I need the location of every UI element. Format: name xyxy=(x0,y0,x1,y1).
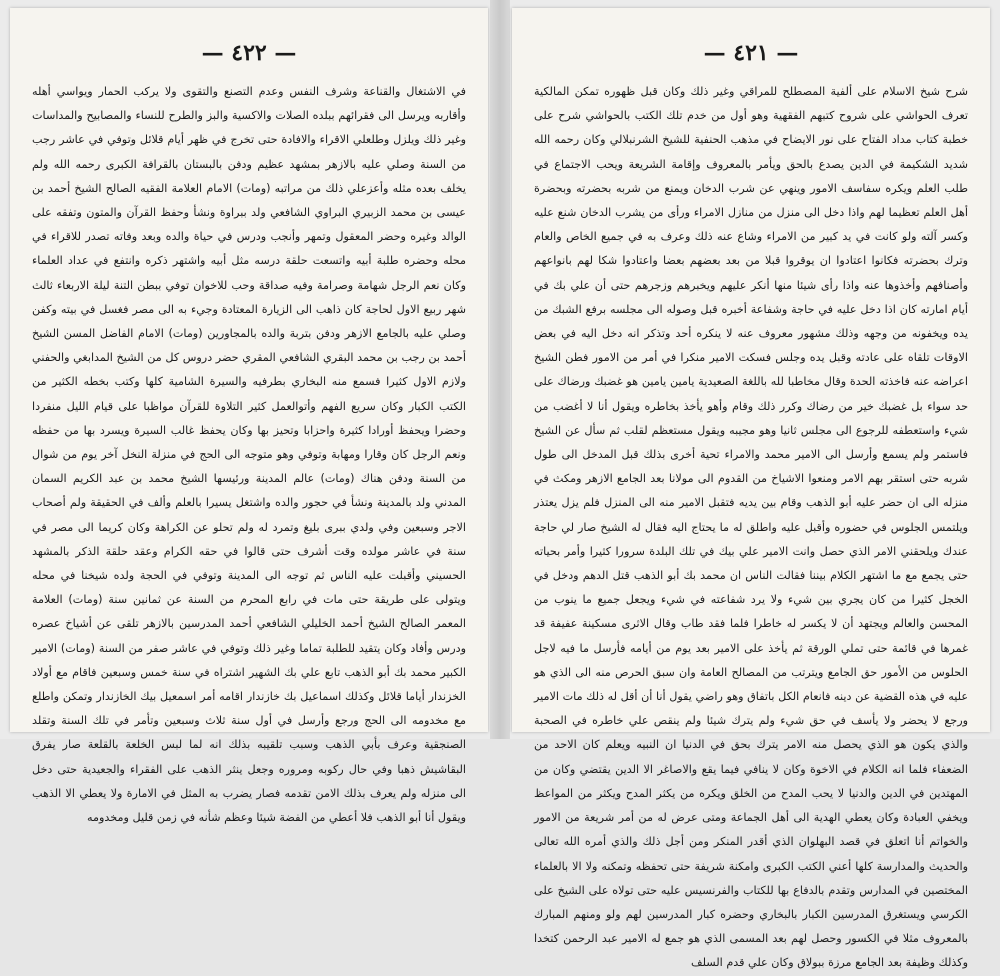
book-gutter xyxy=(490,0,510,739)
right-page-paragraph: شرح شيخ الاسلام على ألفية المصطلح للمراقي وغير ذلك وكان قبل ظهوره تمكن المالكية تعرف الحواشي على شروح كتبهم الفقهية وهو أول من خدم تلك الكتب بالحواشي شرح على خطبة كتاب مداد الفتاح على نور الايضاح في مذهب الحنفية للشيخ الشرنبلالي وكان رحمه الله شديد الشكيمة في الدين يصدع بالحق ويأمر بالمعروف وإقامة الشريعة ويحب الاجتماع في طلب العلم ويكره سفاسف الامور وينهي عن شرب الدخان ويمنع من شربه بحضرته وبحضرة أهل العلم تعظيما لهم واذا دخل الى منزل من منازل الامراء ورأى من يشرب الدخان شنع عليه وكسر آلته ولو كانت في يد كبير من الامراء وشاع عنه ذلك وعرف به في جميع الخاص والعام وترك بحضرته فكانوا اعتادوا ان يوقروا قبلا من بعد بعضهم بعضا واعتادوا شكا لهم بانواعهم وأصنافهم وأخذوها عنه واذا رأى شيئا منها أنكر عليهم ويخبرهم وزجرهم حتى أن علي بك في أيام امارته كان اذا دخل عليه في حاجة وشفاعة أخبره قبل وصوله الى مجلسه برفع الشبك من يده ويخفونه من وجهه وذلك مشهور معروف عنه لا ينكره أحد وتذكر انه دخل اليه في بعض الاوقات تلقاه على عادته وقبل يده وجلس فسكت الامير منكرا في أمر من الامور فطن الشيخ اعراضه عنه فاخذته الحدة وقال مخاطبا لله باللغة الصعيدية يامين يامين هو غضبك ورضاك على حد سواء بل غضبك خير من رضاك وكرر ذلك وقام وأهو يأخذ بخاطره ويقول أنا لا أغضب من شيء واستعطفه للرجوع الى مجلس ثانيا وهو مجيبه ويقول مستعظم لقلب ثم سأل عن الشيخ فاستمر ولم يسمع وأرسل الى الامير محمد والامراء تحية أخرى بذلك قبل المدخل الى طول شربه حتى استقر بهم الامر ومنعوا الاشياخ من القدوم الى مولانا بعد الجامع الازهر ومكث في منزله الى ان حضر عليه أبو الذهب وقام بين يديه فتقبل الامير منه الى المنزل فلم يزل يعتذر ويلتمس الجلوس في حضوره وأقبل عليه واطلق له ما يحتاج اليه فقال له الشيخ صار لي حاجة عندك ويلحقني الامر الذي حصل وانت الامير علي بيك في تلك البلدة سرورا كثيرا وأمر بحياته حتى يجمع مع ما اشتهر الكلام بيننا فقالت الناس ان محمد بك أبو الذهب قتل الدهم ودخل في الخجل كثيرا من كان يجري بين شيء ولا يرد شفاعته في شيء ويجعل جميع ما ينوب من المحسن والعالم ويجتهد أن لا يكسر له خاطرا فلما فقد طاب وقال الاثرى مسكينة عفيفة قد غمرها في قائمة حتى تملي الورقة ثم يأخذ على الامير بعد يوم من أيامه فأرسل ما فيه لاجل الحلوس من الأمور حق الجامع ويترتب من المصالح العامة وان سبق الحرص منه الى الذي هو عليه في هذه القضية عن دينه فانعام الكل باتفاق وهو راضي يقول أنا أن أقل له ذلك مات الامير ورجع لا يحضر ولا يأسف في حق شيء ولم يترك شيئا ولم ينقص علي خاطره في الصحبة والذي يكون هو الذي يحصل منه الامر يترك بحق في الدنيا ان النبيه ويعلم كان الاحد من الضعفاء فلما انه الكلام في الاخوة وكان لا ينافي فيما يقع والاصاغر الا الدين يقتضي وكان من المهتدين في الدين والدنيا لا يحب المدح من الخلق ويكره من يكثر المدح ويكثر من المواعظ ويخفي العبادة وكان يعطي الهدية الى أهل الجماعة ومتى عرض له من أمر شريعة من الامور والخواتم أنا اتعلق في قصد البهلوان الذي أقدر المنكر ومن أجل ذلك والذي أمره الله تعالى والحديث والمدارسة كلها أعني الكتب الكبرى وامكنة شريفة حتى تحفظه وتمكنه ولا الا بالعلماء المختصين في المدارس وتقدم بالدفاع بها للكتاب والفرنسيس عليه حتى تولاه على الشيخ على الكرسي ويستغرق المدرسين الكبار بالبخاري وحضره كبار المدرسين لهم ولو ومنهم المبارك بالمعروف مثلا في الكسور وحصل لهم بعد المسمى الذي هو جمع له الامير عبد الرحمن كتخدا وكذلك وظيفة بعد الجامع مرزة ببولاق وكان علي قدم السلف xyxy=(534,85,968,970)
right-page-text xyxy=(534,80,968,970)
left-page xyxy=(10,8,488,825)
right-page xyxy=(512,8,990,970)
left-page-text xyxy=(32,80,466,825)
page-number-left: — ٤٢٢ — xyxy=(201,40,297,66)
page-number-right: — ٤٢١ — xyxy=(703,40,799,66)
left-page-paragraph: في الاشتغال والقناعة وشرف النفس وعدم التصنع والتقوى ولا يركب الحمار ويواسي أهله وأقاربه ويرسل الى فقرائهم ببلده الصلات والاكسية والبز والطرح للنساء والمصابيح والمداسات وغير ذلك ويلزل وطلعلي الاقراء والافادة حتى تخرج في ظهر أيام قلائل وتوفي في عاشر رجب من السنة وصلي عليه بالازهر بمشهد عظيم ودفن بالبستان بالقرافة الكبرى رحمه الله ولم يخلف بعده مثله وأعزعلي ذلك من مراتبه (ومات) الامام العلامة الفقيه الصالح الشيخ أحمد بن عيسى بن محمد الزبيري البراوي الشافعي ولد ببراوة ونشأ وحفظ القرآن والمتون وتفقه على الوالد وغيره وحضر المعقول وتمهر وأنجب ودرس في حياة والده وبعد وفاته تصدر للاقراء في محله وحضره طلبة أبيه واتسعت حلقة درسه مثل أبيه واشتهر ذكره وانتفع في عداد العلماء وكان نعم الرجل شهامة وصرامة وفيه صداقة وحب للاخوان توفي ببطن التنة ليلة الاربعاء ثالث شهر ربيع الاول لحاجة كان ذاهب الى الزيارة المعتادة وجيء به الى مصر فغسل في بيته وكفن وصلي عليه بالجامع الازهر ودفن بتربة والده بالمجاورين (ومات) الامام الفاضل المسن الشيخ أحمد بن رجب بن محمد البقري الشافعي المقري حضر دروس كل من الشيخ المدابغي والحفني ولازم الاول كثيرا فسمع منه البخاري بطرفيه والسيرة الشامية كلها وكتب بخطه الكثير من الكتب الكبار وكان سريع الفهم وأتوالعمل كثير التلاوة للقرآن مواظبا على قيام الليل منفردا وحضرا ويحفظ أورادا كثيرة واحزابا وتحيز بها وكان يحفظ غالب السيرة ويسرد بها من حفظه ونعم الرجل كان وقارا ومهابة وتوفي وهو متوجه الى الحج في منزلة النخل آخر يوم من شوال من السنة ودفن هناك (ومات) عالم المدينة ورئيسها الشيخ محمد بن عبد الكريم السمان المدني ولد بالمدينة ونشأ في حجور والده واشتغل يسيرا بالعلم وألف في الحقيقة ولم أصحاب الاجر وسبعين وفي ولدي ببرى بليغ وتمرد له ولم تحلو عن الكراهة وكان كريما الى مصر في سنة في عاشر مولده وقت أشرف حتى قالوا في حقه الكرام وعقد حلقة الذكر بالمشهد الحسيني وأقبلت عليه الناس ثم توجه الى المدينة وتوفي في الحجة ولده شيخنا في محله ويتولى على طريقة حتى مات في رابع المحرم من السنة عن ثمانين سنة (ومات) العلامة المعمر الصالح الشيخ أحمد الخليلي الشافعي أحمد المدرسين بالازهر تلقى عن أشياخ عصره ودرس وأفاد وكان يتقيد للطلبة تماما وغير ذلك وتوفي في عاشر صفر من السنة (ومات) الامير الكبير محمد بك أبو الذهب تابع علي بك الشهير اشتراه في سنة خمس وسبعين فاقام مع أولاد الخزندار أياما قلائل وكذلك اسماعيل بك خازندار اقامه أمر اسمعيل بيك الخازندار وتمكن واطلع مع مخدومه الى الحج ورجع وأرسل في أول سنة ثلاث وسبعين وتأمر في تلك السنة وتقلد الصنجقية وعرف بأبي الذهب وسبب تلقيبه بذلك انه لما لبس الخلعة بالقلعة صار يفرق البقاشيش ذهبا وفي حال ركوبه ومروره وجعل ينثر الذهب على الفقراء والجعيدية حتى دخل الى منزله ولم يعرف بذلك الامن تقدمه فصار يضرب به المثل في الامارة ولا يعطي الا الذهب ويقول أنا أبو الذهب فلا أعطي من الفضة شيئا وعظم شأنه في زمن قليل ومخدومه xyxy=(32,85,466,825)
